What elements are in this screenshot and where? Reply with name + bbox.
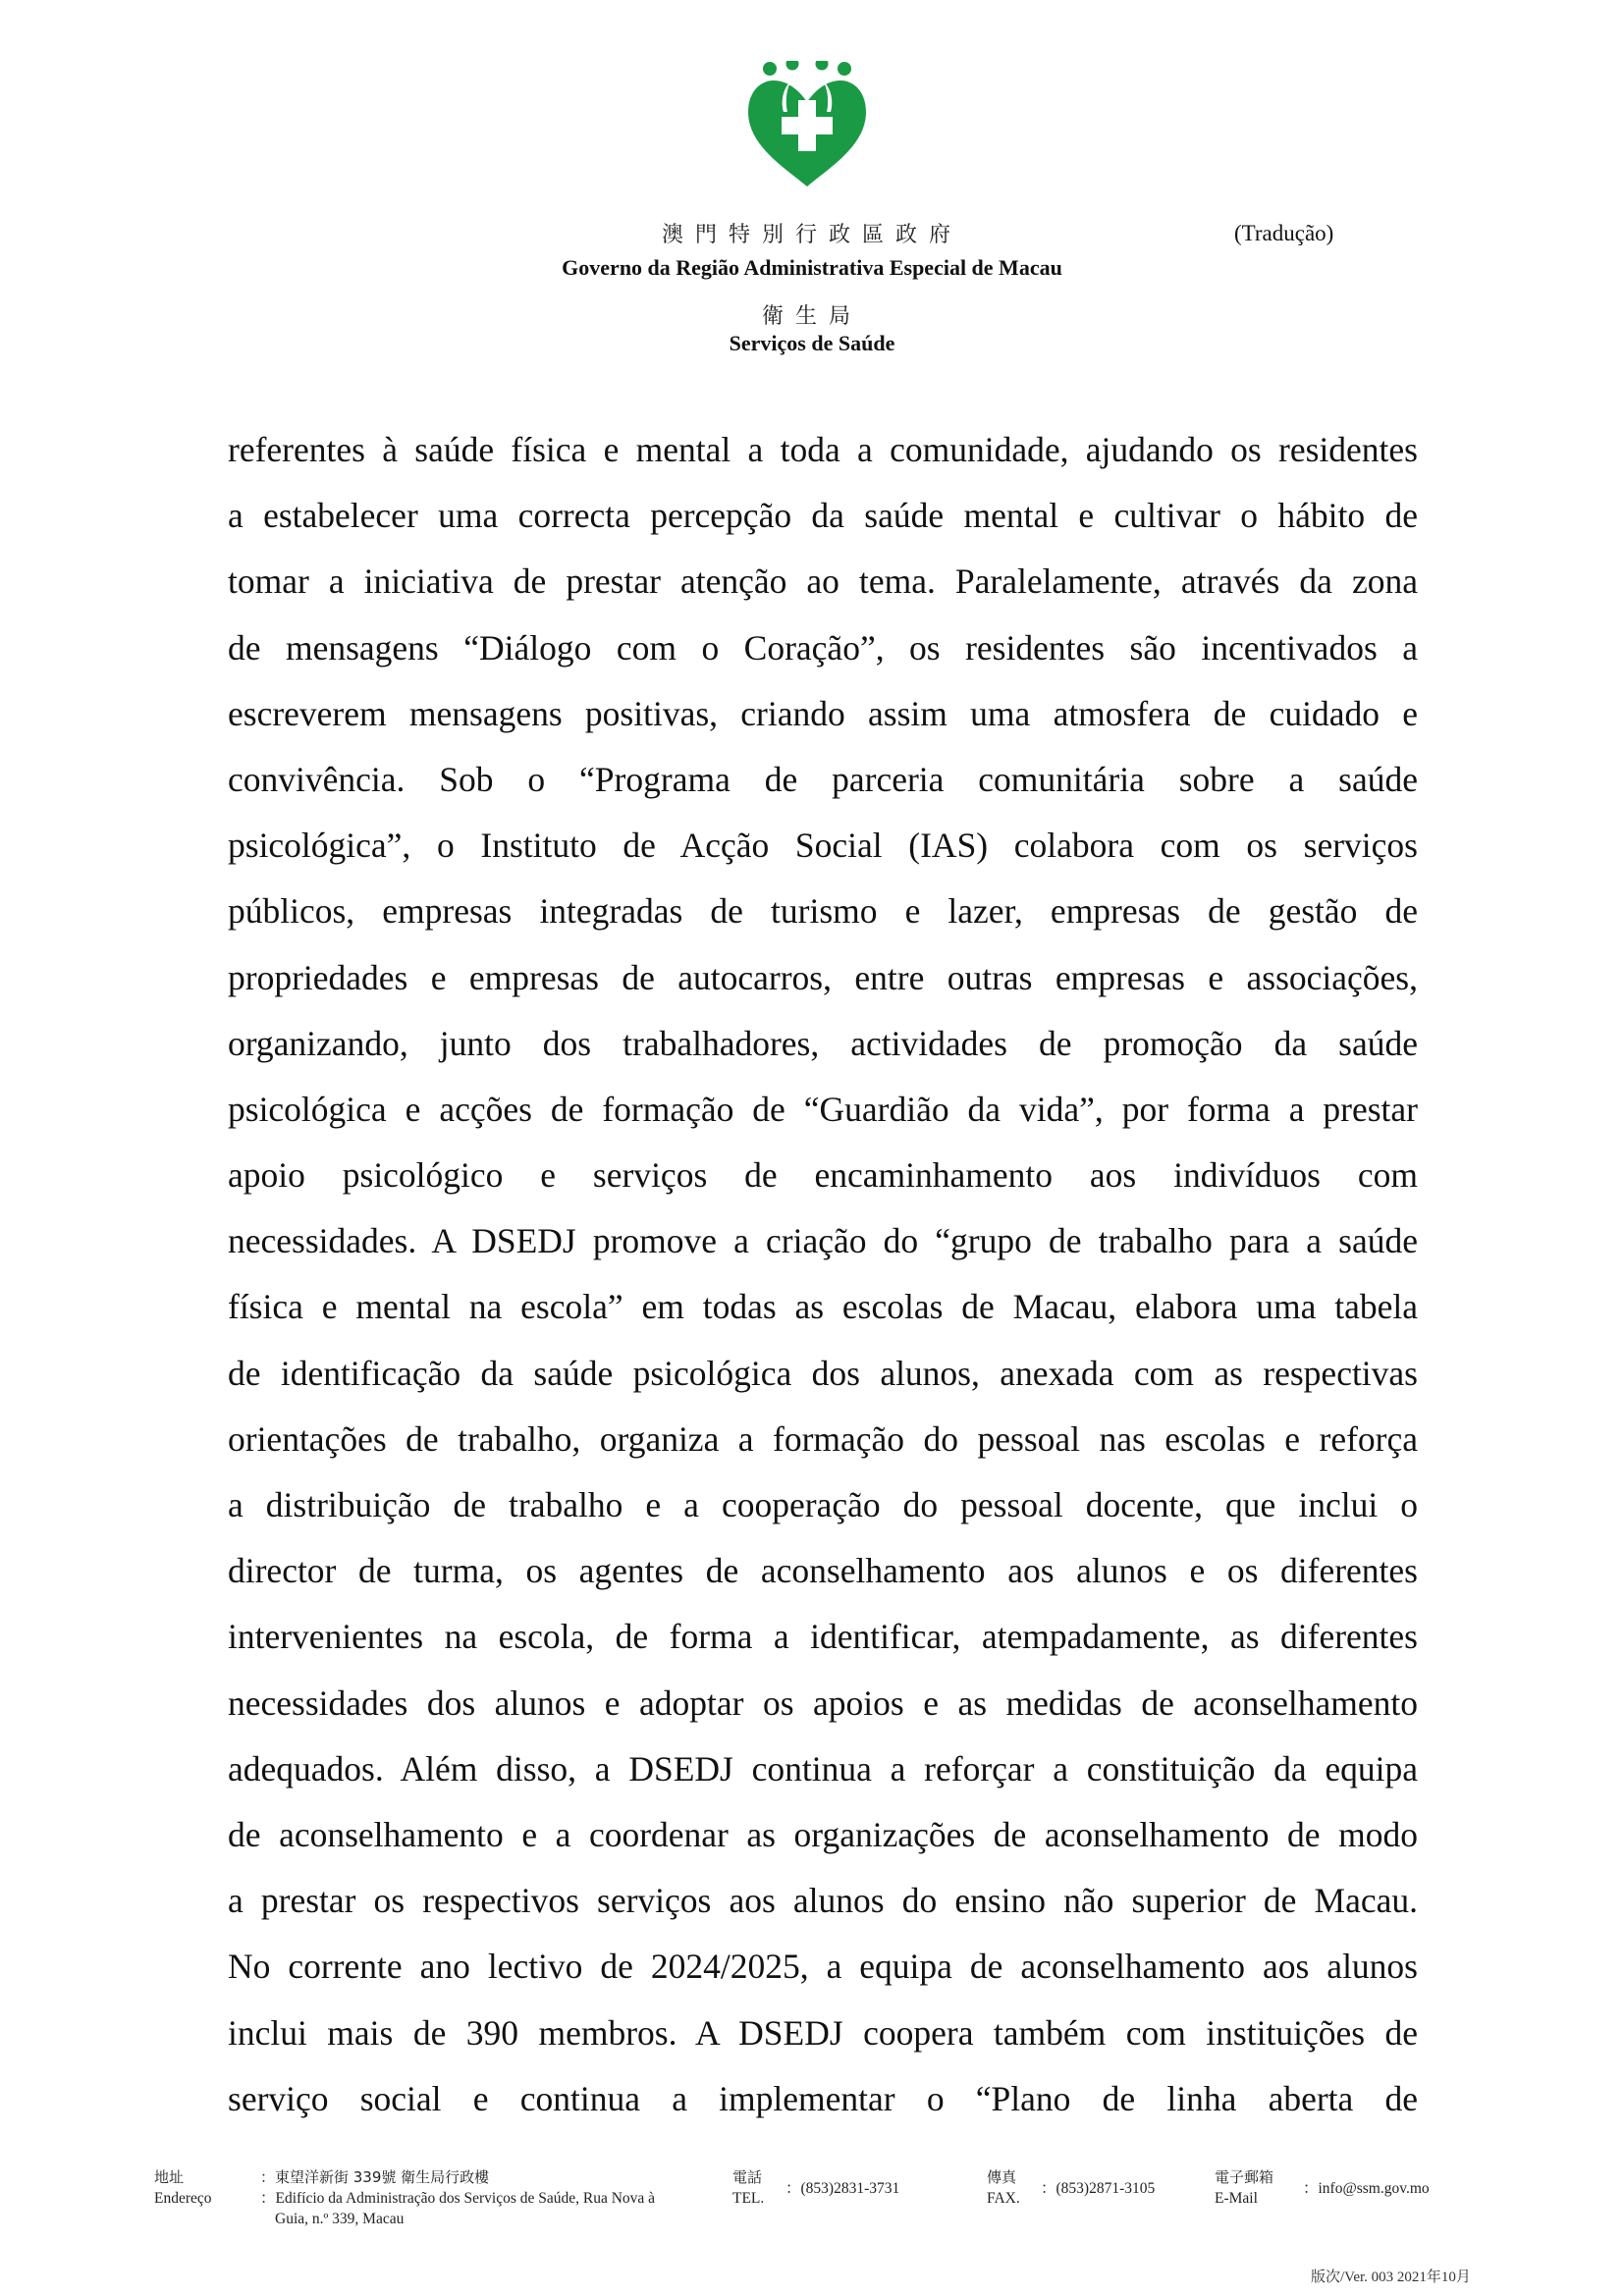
document-body — [228, 417, 1418, 2132]
tel-label-pt: TEL. — [732, 2190, 765, 2207]
body-line: serviço social e continua a implementar o “Plano de linha aberta de — [228, 2078, 1418, 2118]
address-block — [260, 2167, 655, 2229]
government-name-chinese: 澳門特別行政區政府 — [661, 223, 962, 247]
address-portuguese-line2: Guia, n.º 339, Macau — [275, 2211, 405, 2227]
body-line: psicológica e acções de formação de “Guardião da vida”, por forma a prestar — [228, 1089, 1418, 1129]
version-note: 版次/Ver. 003 2021年10月 — [1311, 2269, 1471, 2285]
body-line: propriedades e empresas de autocarros, entre outras empresas e associações, — [228, 957, 1418, 997]
address-label-pt: Endereço — [154, 2190, 212, 2207]
body-line: intervenientes na escola, de forma a identificar, atempadamente, as diferentes — [228, 1617, 1418, 1657]
body-line: de identificação da saúde psicológica dos alunos, anexada com as respectivas — [228, 1353, 1418, 1393]
translation-note: (Tradução) — [1234, 221, 1334, 245]
body-line: a estabelecer uma correcta percepção da saúde mental e cultivar o hábito de — [228, 496, 1418, 536]
body-line: referentes à saúde física e mental a toda a comunidade, ajudando os residentes — [228, 430, 1418, 469]
email-label — [1215, 2167, 1273, 2209]
body-line: necessidades. A DSEDJ promove a criação do “grupo de trabalho para a saúde — [228, 1221, 1418, 1261]
body-line: apoio psicológico e serviços de encaminhamento aos indivíduos com — [228, 1155, 1418, 1196]
fax-number: ：(853)2871-3105 — [1041, 2180, 1156, 2197]
email-label-pt: E-Mail — [1215, 2190, 1258, 2207]
department-name-chinese: 衛生局 — [761, 304, 862, 329]
body-line: convivência. Sob o “Programa de parceria comunitária sobre a saúde — [228, 759, 1418, 799]
tel-label-cn: 電話 — [732, 2168, 763, 2186]
body-line: escreverem mensagens positivas, criando assim uma atmosfera de cuidado e — [228, 693, 1418, 733]
body-line: adequados. Além disso, a DSEDJ continua a reforçar a constituição da equipa — [228, 1748, 1418, 1789]
address-label-cn: 地址 — [154, 2168, 185, 2186]
body-line: director de turma, os agentes de aconselhamento aos alunos e os diferentes — [228, 1551, 1418, 1591]
address-portuguese-line1: ：Edifício da Administração dos Serviços de Saúde, Rua Nova à — [260, 2190, 656, 2207]
address-label — [154, 2167, 212, 2209]
email-label-cn: 電子郵箱 — [1215, 2168, 1274, 2186]
body-line: tomar a iniciativa de prestar atenção ao tema. Paralelamente, através da zona — [228, 561, 1418, 602]
government-name-portuguese: Governo da Região Administrativa Especial de Macau — [562, 255, 1062, 280]
address-chinese: ：東望洋新街 339號 衛生局行政樓 — [260, 2168, 490, 2186]
department-name-portuguese: Serviços de Saúde — [729, 331, 895, 355]
body-line: No corrente ano lectivo de 2024/2025, a equipa de aconselhamento aos alunos — [228, 1947, 1418, 1987]
body-line: necessidades dos alunos e adoptar os apoios e as medidas de aconselhamento — [228, 1682, 1418, 1723]
tel-number: ：(853)2831-3731 — [785, 2180, 900, 2197]
body-line: públicos, empresas integradas de turismo e lazer, empresas de gestão de — [228, 891, 1418, 932]
body-line: psicológica”, o Instituto de Acção Social (IAS) colabora com os serviços — [228, 826, 1418, 866]
body-line: inclui mais de 390 membros. A DSEDJ coopera também com instituições de — [228, 2012, 1418, 2053]
fax-label-pt: FAX. — [987, 2190, 1020, 2207]
health-services-logo — [744, 61, 870, 190]
email-address: ：info@ssm.gov.mo — [1303, 2180, 1430, 2197]
body-line: orientações de trabalho, organiza a formação do pessoal nas escolas e reforça — [228, 1418, 1418, 1459]
tel-label — [732, 2167, 764, 2209]
body-line: organizando, junto dos trabalhadores, actividades de promoção da saúde — [228, 1023, 1418, 1063]
body-line: de aconselhamento e a coordenar as organizações de aconselhamento de modo — [228, 1814, 1418, 1854]
body-line: a prestar os respectivos serviços aos alunos do ensino não superior de Macau. — [228, 1881, 1418, 1921]
body-line: física e mental na escola” em todas as escolas de Macau, elabora uma tabela — [228, 1287, 1418, 1327]
fax-label-cn: 傳真 — [987, 2168, 1017, 2186]
fax-label — [987, 2167, 1020, 2209]
body-line: a distribuição de trabalho e a cooperação do pessoal docente, que inclui o — [228, 1485, 1418, 1524]
body-line: de mensagens “Diálogo com o Coração”, os residentes são incentivados a — [228, 627, 1418, 667]
